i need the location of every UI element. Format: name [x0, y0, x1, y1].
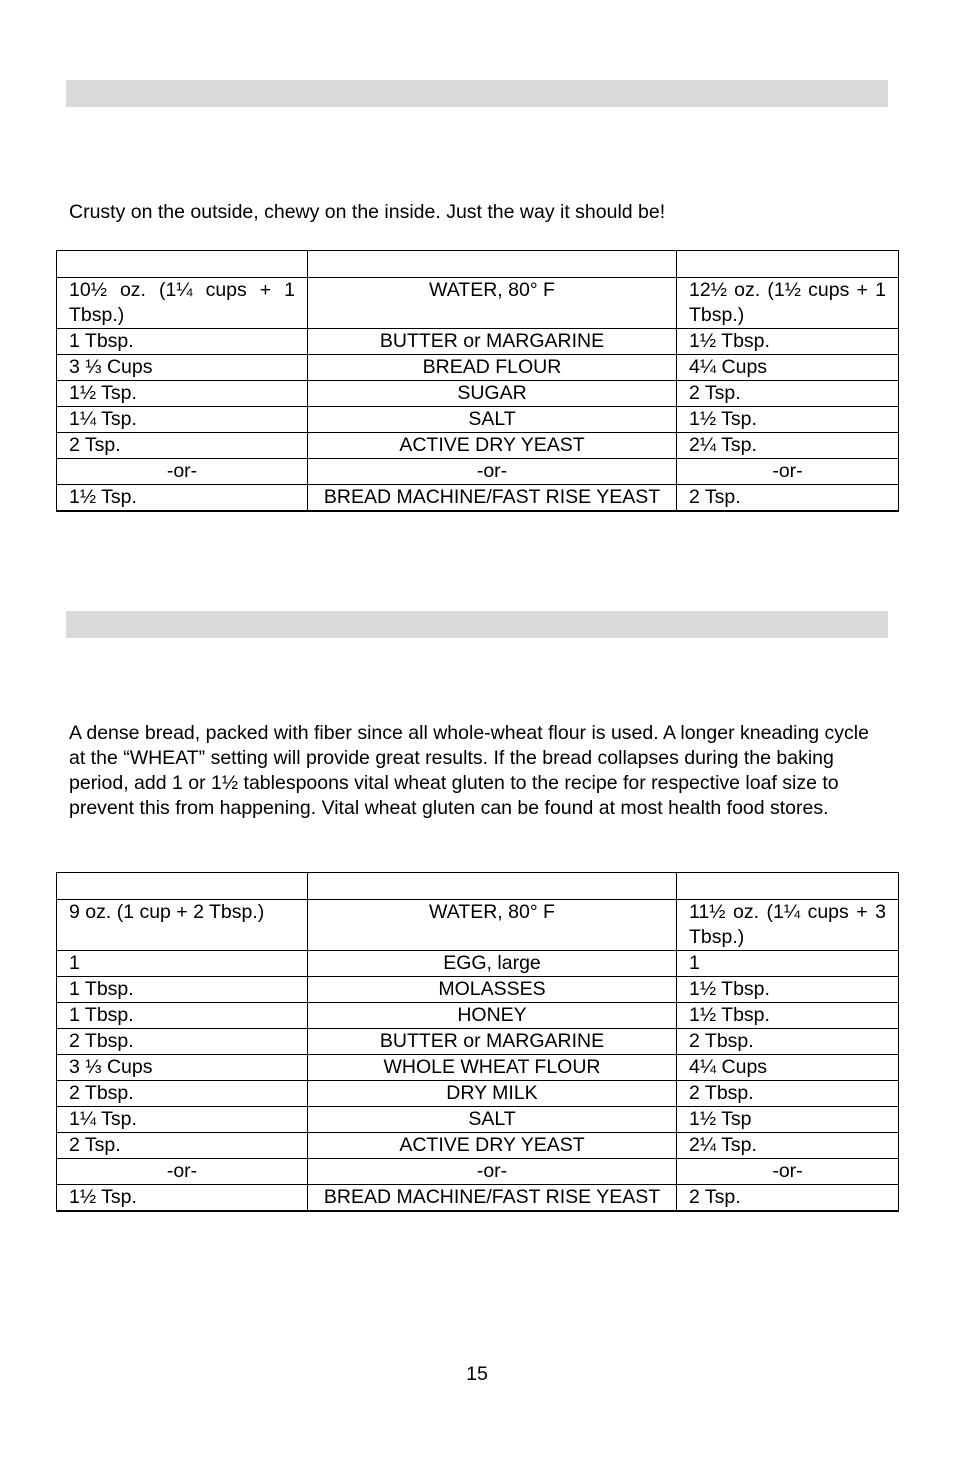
table-row: [57, 355, 899, 381]
ingredient-name: HONEY: [308, 1003, 677, 1029]
table-row-or: [57, 1159, 899, 1185]
large-loaf-amount: 1½ Tsp.: [677, 407, 899, 433]
header-cell-small-loaf: [57, 873, 308, 900]
small-loaf-amount: -or-: [57, 459, 308, 485]
table-row: [57, 1081, 899, 1107]
table-row: [57, 951, 899, 977]
ingredient-name: SALT: [308, 407, 677, 433]
table-header-row: [57, 251, 899, 278]
table-row: [57, 407, 899, 433]
small-loaf-amount: 1: [57, 951, 308, 977]
small-loaf-amount: -or-: [57, 1159, 308, 1185]
ingredient-name: -or-: [308, 1159, 677, 1185]
ingredient-name: ACTIVE DRY YEAST: [308, 1133, 677, 1159]
large-loaf-amount: 12½ oz. (1½ cups + 1 Tbsp.): [677, 278, 899, 329]
table-row-or: [57, 459, 899, 485]
small-loaf-amount: 2 Tsp.: [57, 1133, 308, 1159]
ingredient-name: BREAD FLOUR: [308, 355, 677, 381]
table-row: [57, 900, 899, 951]
large-loaf-amount: 2¼ Tsp.: [677, 433, 899, 459]
ingredient-name: BREAD MACHINE/FAST RISE YEAST: [308, 485, 677, 512]
ingredient-name: DRY MILK: [308, 1081, 677, 1107]
recipe-table-1: [56, 250, 899, 512]
recipe-title-bar: [66, 611, 888, 638]
large-loaf-amount: 1½ Tbsp.: [677, 1003, 899, 1029]
large-loaf-amount: 2 Tbsp.: [677, 1081, 899, 1107]
page-number: 15: [466, 1363, 488, 1385]
large-loaf-amount: -or-: [677, 459, 899, 485]
header-cell-ingredient: [308, 251, 677, 278]
ingredient-name: SALT: [308, 1107, 677, 1133]
ingredient-name: WHOLE WHEAT FLOUR: [308, 1055, 677, 1081]
ingredient-name: BUTTER or MARGARINE: [308, 1029, 677, 1055]
large-loaf-amount: 2 Tsp.: [677, 1185, 899, 1212]
table-row: [57, 1003, 899, 1029]
small-loaf-amount: 10½ oz. (1¼ cups + 1 Tbsp.): [57, 278, 308, 329]
header-cell-large-loaf: [677, 873, 899, 900]
large-loaf-amount: 1½ Tsp: [677, 1107, 899, 1133]
table-row: [57, 433, 899, 459]
small-loaf-amount: 1 Tbsp.: [57, 329, 308, 355]
large-loaf-amount: 4¼ Cups: [677, 1055, 899, 1081]
header-cell-small-loaf: [57, 251, 308, 278]
recipe-table-2: [56, 872, 899, 1212]
ingredient-name: MOLASSES: [308, 977, 677, 1003]
large-loaf-amount: 2 Tsp.: [677, 485, 899, 512]
large-loaf-amount: 4¼ Cups: [677, 355, 899, 381]
table-row: [57, 485, 899, 512]
table-row: [57, 1055, 899, 1081]
small-loaf-amount: 1¼ Tsp.: [57, 1107, 308, 1133]
ingredient-name: EGG, large: [308, 951, 677, 977]
table-row: [57, 1107, 899, 1133]
small-loaf-amount: 2 Tsp.: [57, 433, 308, 459]
small-loaf-amount: 1 Tbsp.: [57, 977, 308, 1003]
large-loaf-amount: 11½ oz. (1¼ cups + 3 Tbsp.): [677, 900, 899, 951]
small-loaf-amount: 3 ⅓ Cups: [57, 1055, 308, 1081]
table-row: [57, 381, 899, 407]
ingredient-name: ACTIVE DRY YEAST: [308, 433, 677, 459]
ingredient-name: -or-: [308, 459, 677, 485]
large-loaf-amount: 1½ Tbsp.: [677, 329, 899, 355]
small-loaf-amount: 1½ Tsp.: [57, 1185, 308, 1212]
header-cell-ingredient: [308, 873, 677, 900]
recipe-description: Crusty on the outside, chewy on the inside. Just the way it should be!: [69, 201, 666, 223]
ingredient-name: BREAD MACHINE/FAST RISE YEAST: [308, 1185, 677, 1212]
large-loaf-amount: 1½ Tbsp.: [677, 977, 899, 1003]
small-loaf-amount: 2 Tbsp.: [57, 1029, 308, 1055]
small-loaf-amount: 1½ Tsp.: [57, 381, 308, 407]
small-loaf-amount: 3 ⅓ Cups: [57, 355, 308, 381]
recipe-title-bar: [66, 80, 888, 107]
ingredient-name: BUTTER or MARGARINE: [308, 329, 677, 355]
table-row: [57, 1029, 899, 1055]
small-loaf-amount: 1½ Tsp.: [57, 485, 308, 512]
ingredient-name: WATER, 80° F: [308, 278, 677, 329]
small-loaf-amount: 2 Tbsp.: [57, 1081, 308, 1107]
ingredient-name: WATER, 80° F: [308, 900, 677, 951]
large-loaf-amount: 1: [677, 951, 899, 977]
large-loaf-amount: 2¼ Tsp.: [677, 1133, 899, 1159]
small-loaf-amount: 1¼ Tsp.: [57, 407, 308, 433]
small-loaf-amount: 9 oz. (1 cup + 2 Tbsp.): [57, 900, 308, 951]
table-row: [57, 977, 899, 1003]
large-loaf-amount: 2 Tsp.: [677, 381, 899, 407]
table-row: [57, 278, 899, 329]
small-loaf-amount: 1 Tbsp.: [57, 1003, 308, 1029]
table-row: [57, 329, 899, 355]
table-header-row: [57, 873, 899, 900]
large-loaf-amount: 2 Tbsp.: [677, 1029, 899, 1055]
table-row: [57, 1133, 899, 1159]
header-cell-large-loaf: [677, 251, 899, 278]
recipe-description: A dense bread, packed with fiber since all whole-wheat flour is used. A longer kneading cycle at the “WHEAT” setting will provide great results. If the bread collapses during the baking period, add 1 or 1½ tablespoons vital wheat gluten to the recipe for respective loaf size to prevent this from happening. Vital wheat gluten can be found at most health food stores.: [69, 722, 869, 819]
table-row: [57, 1185, 899, 1212]
ingredient-name: SUGAR: [308, 381, 677, 407]
large-loaf-amount: -or-: [677, 1159, 899, 1185]
